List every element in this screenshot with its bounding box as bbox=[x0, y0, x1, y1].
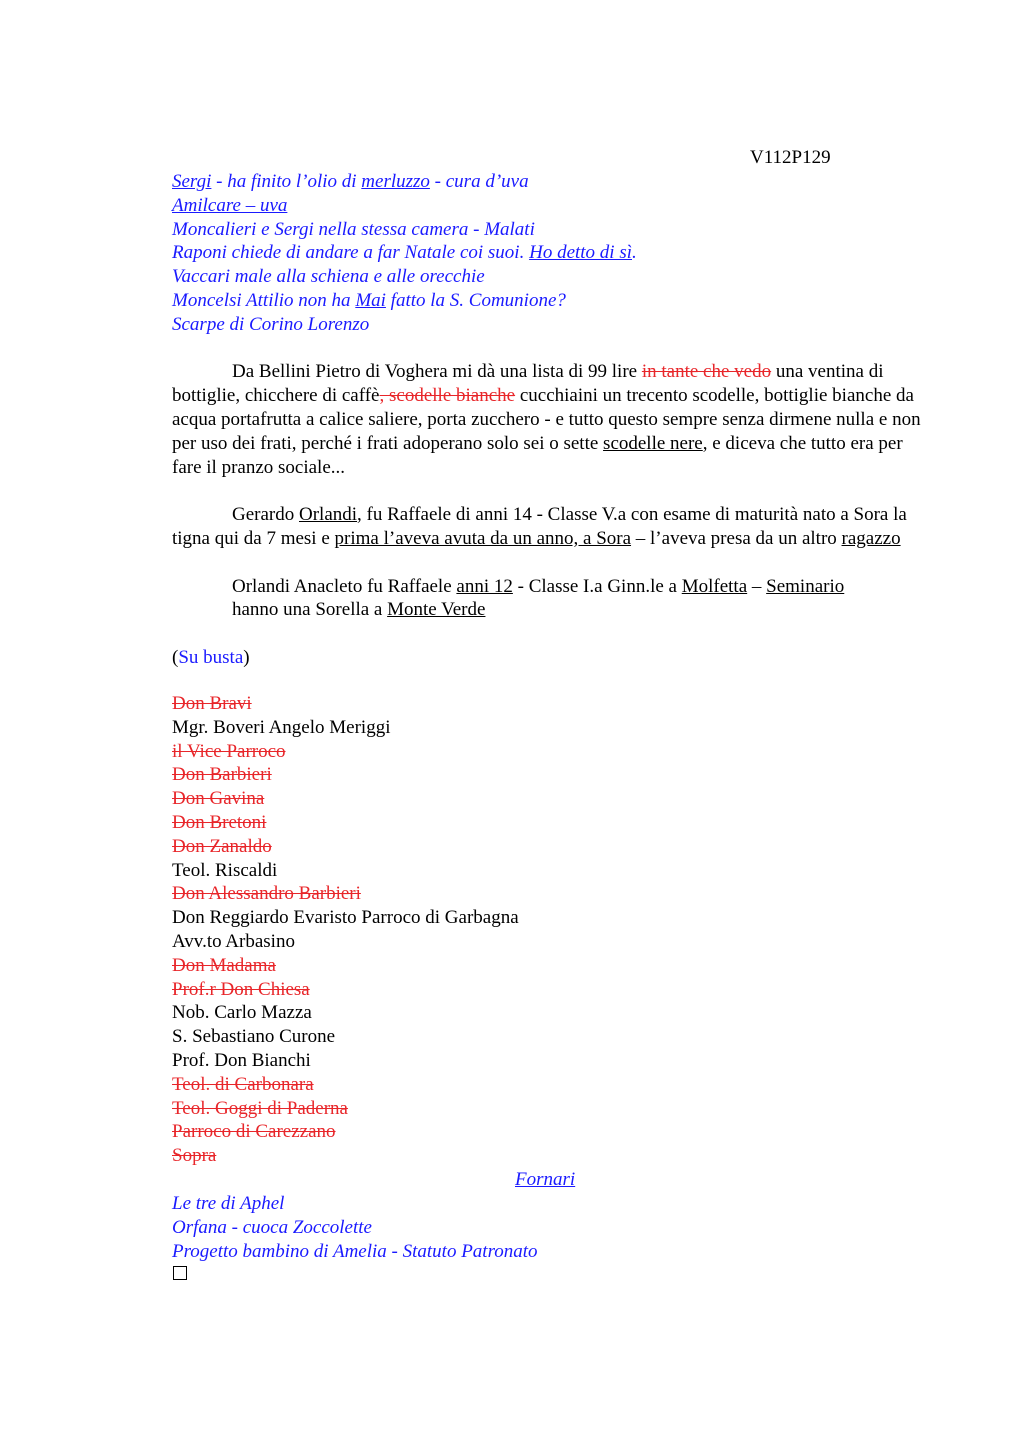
paragraph-text: - Classe I.a Ginn.le a bbox=[512, 576, 682, 597]
note-underlined-phrase: Ho detto di sì bbox=[529, 242, 633, 263]
name-entry: Don Zanaldo bbox=[172, 836, 272, 857]
note-line-1 bbox=[172, 170, 529, 194]
paragraph-text: Orlandi Anacleto fu Raffaele bbox=[232, 576, 457, 597]
name-entry: Don Bravi bbox=[172, 693, 252, 714]
name-entry: Prof. Don Bianchi bbox=[172, 1050, 311, 1071]
name-entry: Prof.r Don Chiesa bbox=[172, 979, 310, 1000]
struck-text: , scodelle bianche bbox=[379, 385, 516, 406]
underlined-text: prima l’aveva avuta da un anno, a Sora bbox=[334, 528, 632, 549]
note-line-7: Scarpe di Corino Lorenzo bbox=[172, 314, 370, 335]
underlined-text: scodelle nere bbox=[603, 433, 703, 454]
paragraph-text: cucchiaini un trecento scodelle, bottiglie bianche da acqua portafrutta a calice saliere, porta zucchero - e tutto questo sempre senza dirmene nulla e non per uso dei frati, perché i frati adoperano solo sei o sette bbox=[172, 385, 921, 454]
name-entry: Teol. Goggi di Paderna bbox=[172, 1098, 348, 1119]
underlined-text: Molfetta bbox=[681, 576, 748, 597]
name-entry: S. Sebastiano Curone bbox=[172, 1026, 336, 1047]
tail-line-2: Orfana - cuoca Zoccolette bbox=[172, 1217, 372, 1238]
name-entry: Teol. Riscaldi bbox=[172, 860, 278, 881]
note-underlined-word: Mai bbox=[355, 290, 386, 311]
note-underlined-word: merluzzo bbox=[361, 171, 430, 192]
underlined-text: Orlandi bbox=[299, 504, 358, 525]
name-entry: Don Bretoni bbox=[172, 812, 267, 833]
paragraph-text: – bbox=[747, 576, 767, 597]
name-entry: Parroco di Carezzano bbox=[172, 1121, 336, 1142]
name-entry: Sopra bbox=[172, 1145, 217, 1166]
envelope-heading bbox=[172, 646, 250, 670]
name-entry: Don Reggiardo Evaristo Parroco di Garbagna bbox=[172, 907, 519, 928]
name-entry: Nob. Carlo Mazza bbox=[172, 1002, 312, 1023]
underlined-text: ragazzo bbox=[841, 528, 901, 549]
note-line-5: Vaccari male alla schiena e alle orecchie bbox=[172, 266, 485, 287]
note-text: - ha finito l’olio di bbox=[211, 171, 362, 192]
paren: ( bbox=[172, 647, 179, 668]
name-entry: Mgr. Boveri Angelo Meriggi bbox=[172, 717, 391, 738]
name-entry: il Vice Parroco bbox=[172, 741, 286, 762]
underlined-text: Monte Verde bbox=[387, 599, 486, 620]
paragraph-text: , e diceva che tutto era per fare il pranzo sociale... bbox=[172, 433, 903, 478]
envelope-label: Su busta bbox=[178, 647, 244, 668]
paragraph-orlandi-anacleto bbox=[232, 575, 844, 599]
name-entry: Don Barbieri bbox=[172, 764, 272, 785]
name-entry: Teol. di Carbonara bbox=[172, 1074, 314, 1095]
note-text: Raponi chiede di andare a far Natale coi suoi. bbox=[172, 242, 530, 263]
checkbox-square-icon bbox=[173, 1266, 187, 1280]
underlined-text: anni 12 bbox=[456, 576, 513, 597]
note-text: - cura d’uva bbox=[429, 171, 529, 192]
paren: ) bbox=[243, 647, 250, 668]
paragraph-text: hanno una Sorella a bbox=[232, 599, 388, 620]
tail-line-3: Progetto bambino di Amelia - Statuto Patronato bbox=[172, 1241, 538, 1262]
note-text: . bbox=[632, 242, 637, 263]
paragraph-orlandi-gerardo bbox=[172, 503, 924, 551]
name-entry: Don Alessandro Barbieri bbox=[172, 883, 361, 904]
underlined-text: Seminario bbox=[766, 576, 845, 597]
page-reference: V112P129 bbox=[750, 147, 831, 168]
paragraph-text: una ventina di bottiglie, chicchere di caffè bbox=[172, 361, 884, 406]
note-line-3: Moncalieri e Sergi nella stessa camera - Malati bbox=[172, 219, 535, 240]
note-line-6 bbox=[172, 289, 566, 313]
paragraph-text: , fu Raffaele di anni 14 - Classe V.a con esame di maturità nato a Sora la tigna qui da 7 mesi e bbox=[172, 504, 907, 549]
fornari-heading: Fornari bbox=[515, 1169, 576, 1190]
note-line-2: Amilcare – uva bbox=[172, 195, 288, 216]
name-entry: Don Madama bbox=[172, 955, 276, 976]
struck-text: in tante che vedo bbox=[641, 361, 772, 382]
paragraph-text: – l’aveva presa da un altro bbox=[631, 528, 842, 549]
paragraph-text: Gerardo bbox=[232, 504, 299, 525]
note-line-4 bbox=[172, 241, 637, 265]
paragraph-bellini bbox=[172, 360, 924, 480]
note-underlined-word: Sergi bbox=[172, 171, 212, 192]
note-text: Moncelsi Attilio non ha bbox=[172, 290, 356, 311]
paragraph-sorella bbox=[232, 598, 485, 622]
tail-line-1: Le tre di Aphel bbox=[172, 1193, 285, 1214]
note-text: fatto la S. Comunione? bbox=[385, 290, 566, 311]
name-entry: Avv.to Arbasino bbox=[172, 931, 295, 952]
name-entry: Don Gavina bbox=[172, 788, 265, 809]
paragraph-text: Da Bellini Pietro di Voghera mi dà una lista di 99 lire bbox=[232, 361, 642, 382]
